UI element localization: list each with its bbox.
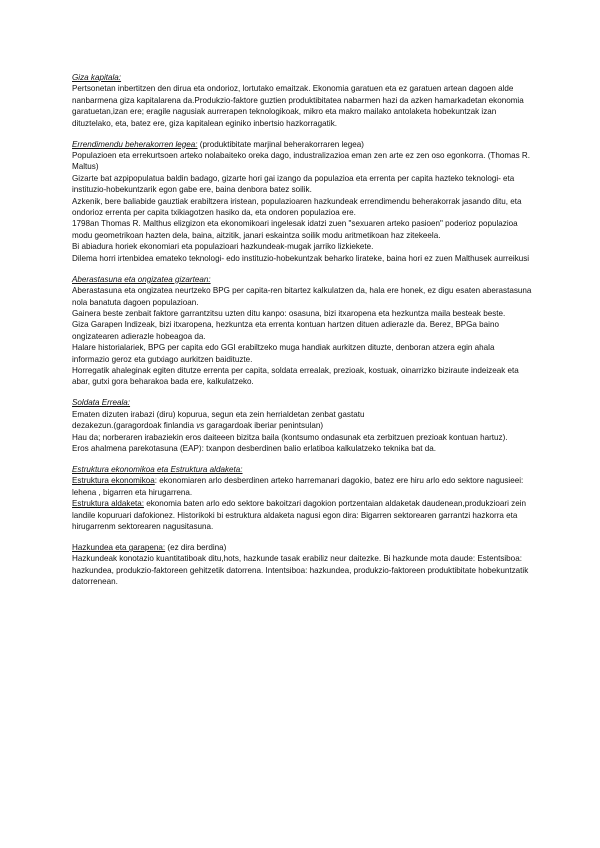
section-soldata-erreala — [72, 397, 532, 454]
paragraph: Azkenik, bere baliabide gauztiak erabiltzera iristean, populazioaren hazkundeak errendimendu beherakorrak jasando ditu, eta ondorioz errenta per capita txikiagotzen hasiko da, eta ondoren populazioa ere. — [72, 196, 522, 218]
heading-text: Estruktura ekonomikoa eta Estruktura aldaketa: — [72, 464, 243, 474]
text-run: dezakezun.(garagordoak finlandia — [72, 421, 197, 431]
section-estruktura — [72, 464, 532, 532]
paragraph: Gizarte bat azpipopulatua baldin badago, gizarte hori gai izango da populazioa eta errenta per capita hazteko teknologi- eta instituzio-hobekuntzarik egon gabe ere, baina denbora batez soilik. — [72, 173, 515, 195]
paragraph: Hau da; norberaren irabaziekin eros daiteeen bizitza baila (kontsumo ondasunak eta zerbitzuen prezioak kontuan hartuz). — [72, 432, 508, 442]
paragraph: Bi abiadura horiek ekonomiari eta populazioari hazkundeak-mugak jarriko lizkiekete. — [72, 242, 374, 252]
heading-note: (ez dira berdina) — [165, 543, 227, 552]
section-heading — [72, 72, 532, 83]
paragraph: 1798an Thomas R. Malthus elizgizon eta ekonomikoari ingelesak idatzi zuen "sexuaren arteko pasioen" poderioz populazioa modu geometrikoan hazten dela, baina, aitzitik, janari eskaintza soilik modu aritmetikoan haz zitekeela. — [72, 219, 518, 240]
section-heading — [72, 139, 532, 150]
heading-text: Aberastasuna eta ongizatea gizartean: — [72, 274, 211, 284]
paragraph — [72, 498, 532, 532]
section-aberastasuna — [72, 274, 532, 388]
heading-note: (produktibitate marjinal beherakorraren legea) — [197, 139, 365, 149]
section-hazkundea — [72, 542, 532, 588]
term: Estruktura ekonomikoa — [72, 476, 155, 486]
section-giza-kapitala — [72, 72, 532, 129]
paragraph — [72, 420, 532, 431]
section-heading — [72, 464, 532, 475]
definition: ekonomia baten arlo edo sektore bakoitzari dagokion portzentaian aldaketak daudenean,produkzioari zein landile kopuruari dafokionez. Historikoki bi estruktura aldaketa nagusi egon dira: Bigarren sektorearen garrantzi hazkorra eta hirugarrenm sektorearen nagusitasuna. — [72, 499, 526, 531]
section-heading — [72, 542, 532, 553]
paragraph: Halare historialariek, BPG per capita edo GGI erabiltzeko muga handiak aurkitzen dituzte, denboran atzera egin ahala informazio geroz eta gutxiago aurkitzen baidituzte. — [72, 343, 495, 364]
text-run: garagardoak iberiar penintsulan) — [204, 421, 324, 431]
term: Estruktura aldaketa: — [72, 499, 144, 509]
heading-text: Hazkundea eta garapena: — [72, 543, 166, 552]
section-errendimendu — [72, 139, 532, 264]
paragraph: Dilema horri irtenbidea emateko teknologi- edo instituzio-hobekuntzak beharko lirateke, baina hori ez zuen Malthusek aurreikusi — [72, 253, 530, 263]
text-run-italic: vs — [196, 421, 205, 431]
paragraph: Pertsonetan inbertitzen den dirua eta ondorioz, lortutako emaitzak. Ekonomia garatuen eta ez garatuen artean dagoen alde nanbarmena giza kapitalarena da.Produkzio-faktore guztien produktibitatea nabarmen hazi da azken hamarkadetan ekonomia garatuetan,izan ere; eragile nagusiak aurrerapen teknologikoak, mikro eta makro mailako antolaketa hobekuntzak izan dituztelako, eta, batez ere, giza kapitalean eginiko inbertsio hazkorragatik. — [72, 84, 524, 128]
paragraph: Giza Garapen Indizeak, bizi itxaropena, hezkuntza eta errenta kontuan hartzen dituen adierazle da. Berez, BPGa baino ongizatearen adierazle hobeagoa da. — [72, 320, 499, 341]
paragraph: Aberastasuna eta ongizatea neurtzeko BPG per capita-ren bitartez kalkulatzen da, hala ere honek, ez digu esaten aberastasuna nola banatuta dagoen populazioan. — [72, 286, 532, 307]
section-heading — [72, 397, 532, 408]
section-heading — [72, 274, 532, 285]
paragraph: Gainera beste zenbait faktore garrantzitsu uzten ditu kanpo: osasuna, bizi itxaropena eta hezkuntza maila besteak beste. — [72, 308, 506, 318]
paragraph — [72, 475, 532, 498]
paragraph: Populazioen eta errekurtsoen arteko nolabaiteko oreka dago, industralizazioa eman zen arte ez zen oso egonkorra. (Thomas R. Maltus) — [72, 151, 531, 172]
heading-text: Soldata Erreala: — [72, 398, 131, 408]
heading-text: Errendimendu beherakorren legea: — [72, 139, 198, 149]
paragraph: Hazkundeak konotazio kuantitatiboak ditu,hots, hazkunde tasak erabiliz neur daitezke. Bi hazkunde mota daude: Estentsiboa: hazkundea, produkzio-faktoreen gehitzetik datorrena. Intentsiboa: hazkundea, produkzio-faktoreen produktibitate hobekuntzatik datorrenean. — [72, 554, 529, 587]
definition: : ekonomiaren arlo desberdinen arteko harremanari dagokio, batez ere hiru arlo edo sektore nagusieei: lehena , bigarren eta hirugarrena. — [72, 476, 524, 497]
paragraph: Eros ahalmena parekotasuna (EAP): txanpon desberdinen balio erlatiboa kalkulatzeko teknika bat da. — [72, 443, 436, 453]
paragraph: Ematen dizuten irabazi (diru) kopurua, segun eta zein herrialdetan zenbat gastatu — [72, 409, 365, 419]
paragraph: Horregatik ahaleginak egiten ditutze errenta per capita, soldata errealak, prezioak, kostuak, oinarrizko biziraute indeizeak eta abar, gutxi gora beharakoa bada ere, kalkulatzeko. — [72, 365, 519, 387]
document-page — [72, 72, 532, 597]
heading-text: Giza kapitala: — [72, 73, 122, 82]
